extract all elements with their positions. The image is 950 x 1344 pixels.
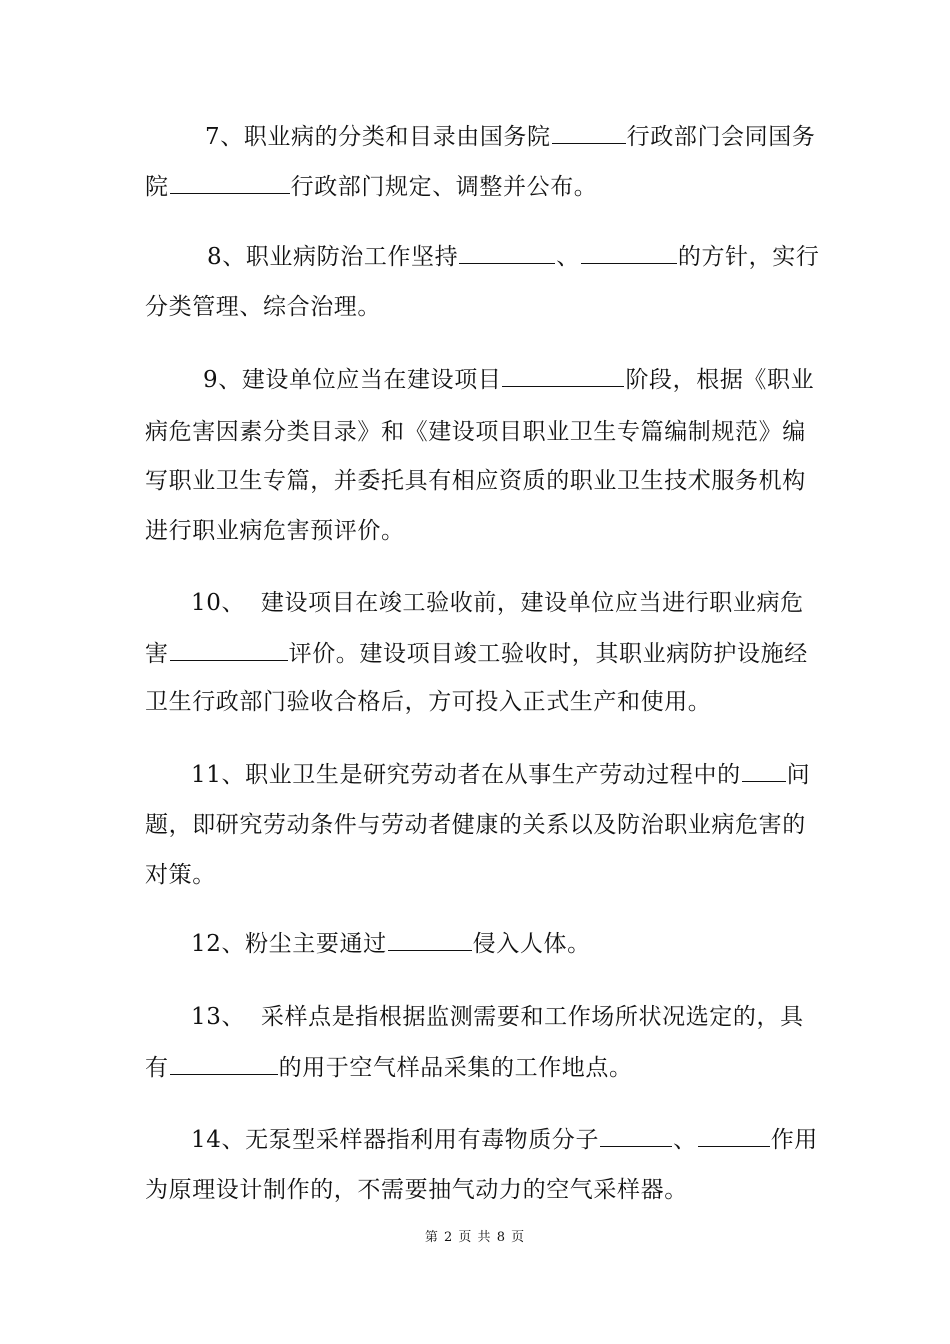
question-text: 8、职业病防治工作坚持 bbox=[207, 244, 459, 270]
question-7-line-2 bbox=[145, 171, 597, 202]
question-10-line-1 bbox=[145, 588, 804, 618]
fill-in-blank[interactable] bbox=[698, 1124, 770, 1147]
question-9-line-1 bbox=[145, 364, 814, 395]
question-text: 14、无泵型采样器指利用有毒物质分子 bbox=[191, 1127, 600, 1153]
fill-in-blank[interactable] bbox=[581, 241, 677, 264]
question-10-line-2 bbox=[145, 638, 808, 669]
question-text: 为原理设计制作的，不需要抽气动力的空气采样器。 bbox=[145, 1177, 688, 1203]
question-11-line-2 bbox=[145, 810, 806, 840]
question-8-line-1 bbox=[145, 241, 819, 272]
question-8-line-2 bbox=[145, 292, 381, 322]
question-text: 9、建设单位应当在建设项目 bbox=[203, 367, 502, 393]
question-11-line-3 bbox=[145, 860, 216, 890]
question-14-line-2 bbox=[145, 1175, 688, 1205]
question-text: 卫生行政部门验收合格后，方可投入正式生产和使用。 bbox=[145, 689, 712, 715]
fill-in-blank[interactable] bbox=[742, 759, 786, 782]
fill-in-blank[interactable] bbox=[600, 1124, 672, 1147]
question-text: 害 bbox=[145, 641, 169, 667]
question-text: 写职业卫生专篇，并委托具有相应资质的职业卫生技术服务机构 bbox=[145, 468, 806, 494]
question-text: 、 bbox=[673, 1127, 697, 1153]
question-text: 7、职业病的分类和目录由国务院 bbox=[205, 124, 551, 150]
question-text: 院 bbox=[145, 174, 169, 200]
question-14-line-1 bbox=[145, 1124, 818, 1155]
fill-in-blank[interactable] bbox=[388, 928, 472, 951]
question-text: 病危害因素分类目录》和《建设项目职业卫生专篇编制规范》编 bbox=[145, 419, 806, 445]
question-9-line-2 bbox=[145, 417, 806, 447]
question-text: 的方针，实行 bbox=[677, 244, 820, 270]
fill-in-blank[interactable] bbox=[459, 241, 555, 264]
question-9-line-3 bbox=[145, 466, 806, 496]
fill-in-blank[interactable] bbox=[170, 638, 288, 661]
fill-in-blank[interactable] bbox=[170, 1052, 278, 1075]
question-11-line-1 bbox=[145, 759, 810, 790]
question-text: 13、 采样点是指根据监测需要和工作场所状况选定的，具 bbox=[191, 1004, 804, 1030]
question-13-line-1 bbox=[145, 1002, 804, 1032]
question-text: 侵入人体。 bbox=[472, 931, 591, 957]
question-text: 阶段，根据《职业 bbox=[625, 367, 815, 393]
page-footer: 第 2 页 共 8 页 bbox=[424, 1230, 526, 1245]
question-text: 题，即研究劳动条件与劳动者健康的关系以及防治职业病危害的 bbox=[145, 812, 806, 838]
fill-in-blank[interactable] bbox=[170, 171, 290, 194]
question-text: 的用于空气样品采集的工作地点。 bbox=[278, 1055, 633, 1081]
question-text: 评价。建设项目竣工验收时，其职业病防护设施经 bbox=[288, 641, 808, 667]
question-text: 对策。 bbox=[145, 862, 216, 888]
question-text: 12、粉尘主要通过 bbox=[191, 931, 387, 957]
fill-in-blank[interactable] bbox=[502, 364, 624, 387]
question-text: 作用 bbox=[770, 1127, 818, 1153]
question-text: 有 bbox=[145, 1055, 169, 1081]
question-text: 行政部门会同国务 bbox=[626, 124, 816, 150]
question-text: 行政部门规定、调整并公布。 bbox=[290, 174, 598, 200]
question-13-line-2 bbox=[145, 1052, 633, 1083]
question-10-line-3 bbox=[145, 687, 711, 717]
fill-in-blank[interactable] bbox=[552, 121, 626, 144]
question-text: 问 bbox=[786, 762, 811, 788]
question-text: 、 bbox=[556, 244, 580, 270]
question-text: 进行职业病危害预评价。 bbox=[145, 518, 405, 544]
question-text: 11、职业卫生是研究劳动者在从事生产劳动过程中的 bbox=[191, 762, 741, 788]
question-text: 10、 建设项目在竣工验收前，建设单位应当进行职业病危 bbox=[191, 590, 804, 616]
question-9-line-4 bbox=[145, 516, 405, 546]
question-text: 分类管理、综合治理。 bbox=[145, 294, 381, 320]
question-7-line-1 bbox=[145, 121, 815, 152]
question-12-line-1 bbox=[145, 928, 591, 959]
